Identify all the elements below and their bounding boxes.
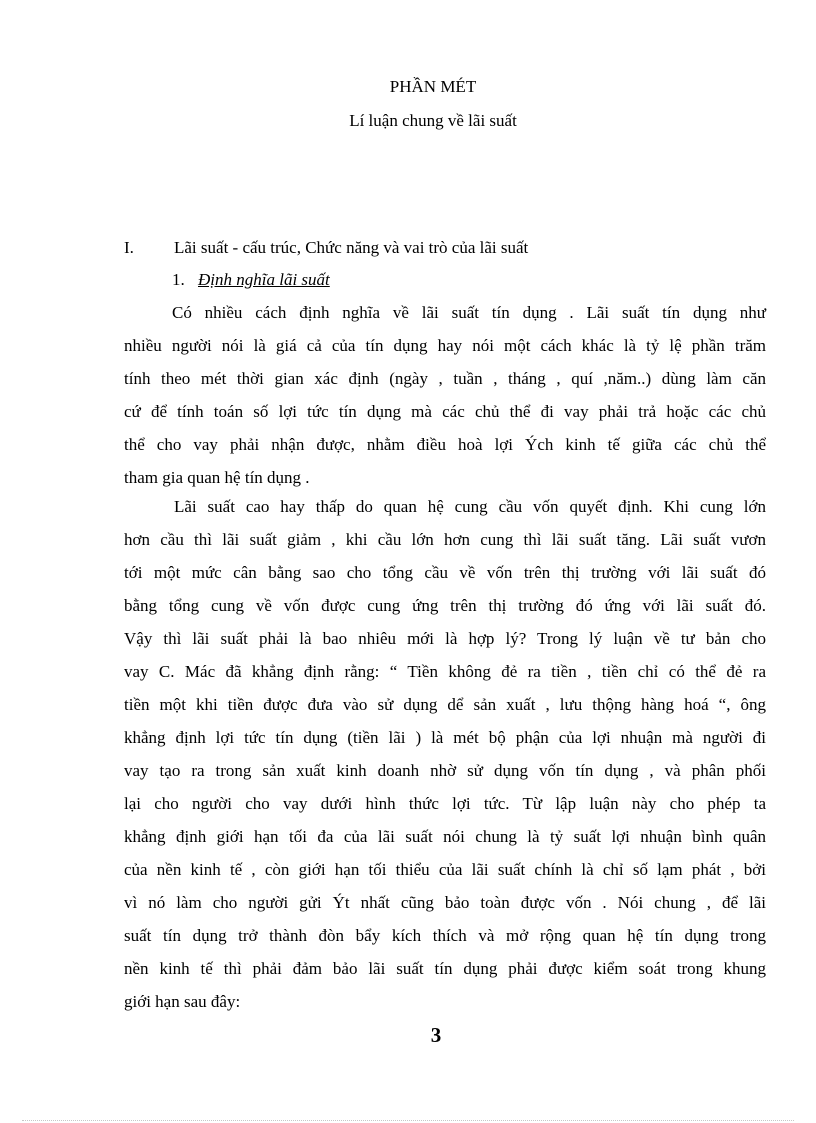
paragraph-line: vì nó làm cho người gửi Ýt nhất cũng bảo toàn được vốn . Nói chung , để lãi xyxy=(124,893,766,912)
paragraph-line: giới hạn sau đây: xyxy=(124,992,241,1011)
paragraph-line: Vậy thì lãi suất phải là bao nhiêu mới là hợp lý? Trong lý luận về tư bản cho xyxy=(124,629,766,648)
paragraph-line: vay C. Mác đã khẳng định rằng: “ Tiền không đẻ ra tiền , tiền chỉ có thể đẻ ra xyxy=(124,662,766,681)
paragraph-line: lại cho người cho vay dưới hình thức lợi tức. Từ lập luận này cho phép ta xyxy=(124,794,766,813)
paragraph-line: hơn cầu thì lãi suất giảm , khi cầu lớn hơn cung thì lãi suất tăng. Lãi suất vươn xyxy=(124,530,766,549)
paragraph-line: tới một mức cân bằng sao cho tổng cầu về vốn trên thị trường với lãi suất đó xyxy=(124,563,766,582)
subsection-title: Định nghĩa lãi suất xyxy=(198,270,330,289)
paragraph-line: của nền kinh tế , còn giới hạn tối thiểu của lãi suất chính là chỉ số lạm phát , bởi xyxy=(124,860,766,879)
paragraph-line: suất tín dụng trở thành đòn bẩy kích thích và mở rộng quan hệ tín dụng trong xyxy=(124,926,766,945)
paragraph-line: tính theo mét thời gian xác định (ngày , tuần , tháng , quí ,năm..) dùng làm căn xyxy=(124,369,766,388)
subsection-heading xyxy=(172,270,330,290)
section-number: I. xyxy=(124,238,134,257)
paragraph-line: tiền một khi tiền được đưa vào sử dụng dể sản xuất , lưu thộng hàng hoá “, ông xyxy=(124,695,766,714)
paragraph-line: cứ để tính toán số lợi tức tín dụng mà các chủ thể đi vay phải trả hoặc các chủ xyxy=(124,402,766,421)
paragraph-line: Lãi suất cao hay thấp do quan hệ cung cầu vốn quyết định. Khi cung lớn xyxy=(174,497,766,516)
paragraph-line: bằng tổng cung về vốn được cung ứng trên thị trường đó ứng với lãi suất đó. xyxy=(124,596,766,615)
paragraph-line: thể cho vay phải nhận được, nhằm điều hoà lợi Ých kinh tế giữa các chủ thể xyxy=(124,435,766,454)
paragraph-line: vay tạo ra trong sản xuất kinh doanh nhờ sử dụng vốn tín dụng , và phân phối xyxy=(124,761,766,780)
paragraph-line: khẳng định giới hạn tối đa của lãi suất nói chung là tỷ suất lợi nhuận bình quân xyxy=(124,827,766,846)
paragraph-line: nền kinh tế thì phải đảm bảo lãi suất tín dụng phải được kiểm soát trong khung xyxy=(124,959,766,978)
paragraph-line: nhiều người nói là giá cả của tín dụng hay nói một cách khác là tỷ lệ phần trăm xyxy=(124,336,766,355)
page-number: 3 xyxy=(430,1023,442,1047)
section-title: Lãi suất - cấu trúc, Chức năng và vai trò của lãi suất xyxy=(174,238,529,257)
section-heading xyxy=(124,238,528,258)
paragraph-line: tham gia quan hệ tín dụng . xyxy=(124,468,310,487)
paragraph-line: khẳng định lợi tức tín dụng (tiền lãi ) là mét bộ phận của lợi nhuận mà người đi xyxy=(124,728,766,747)
subsection-number: 1. xyxy=(172,270,185,289)
page-bottom-divider xyxy=(22,1120,794,1121)
paragraph-line: Có nhiều cách định nghĩa về lãi suất tín dụng . Lãi suất tín dụng như xyxy=(172,303,766,322)
chapter-subtitle: Lí luận chung về lãi suất xyxy=(349,111,517,130)
part-heading: PHẦN MÉT xyxy=(389,77,477,96)
